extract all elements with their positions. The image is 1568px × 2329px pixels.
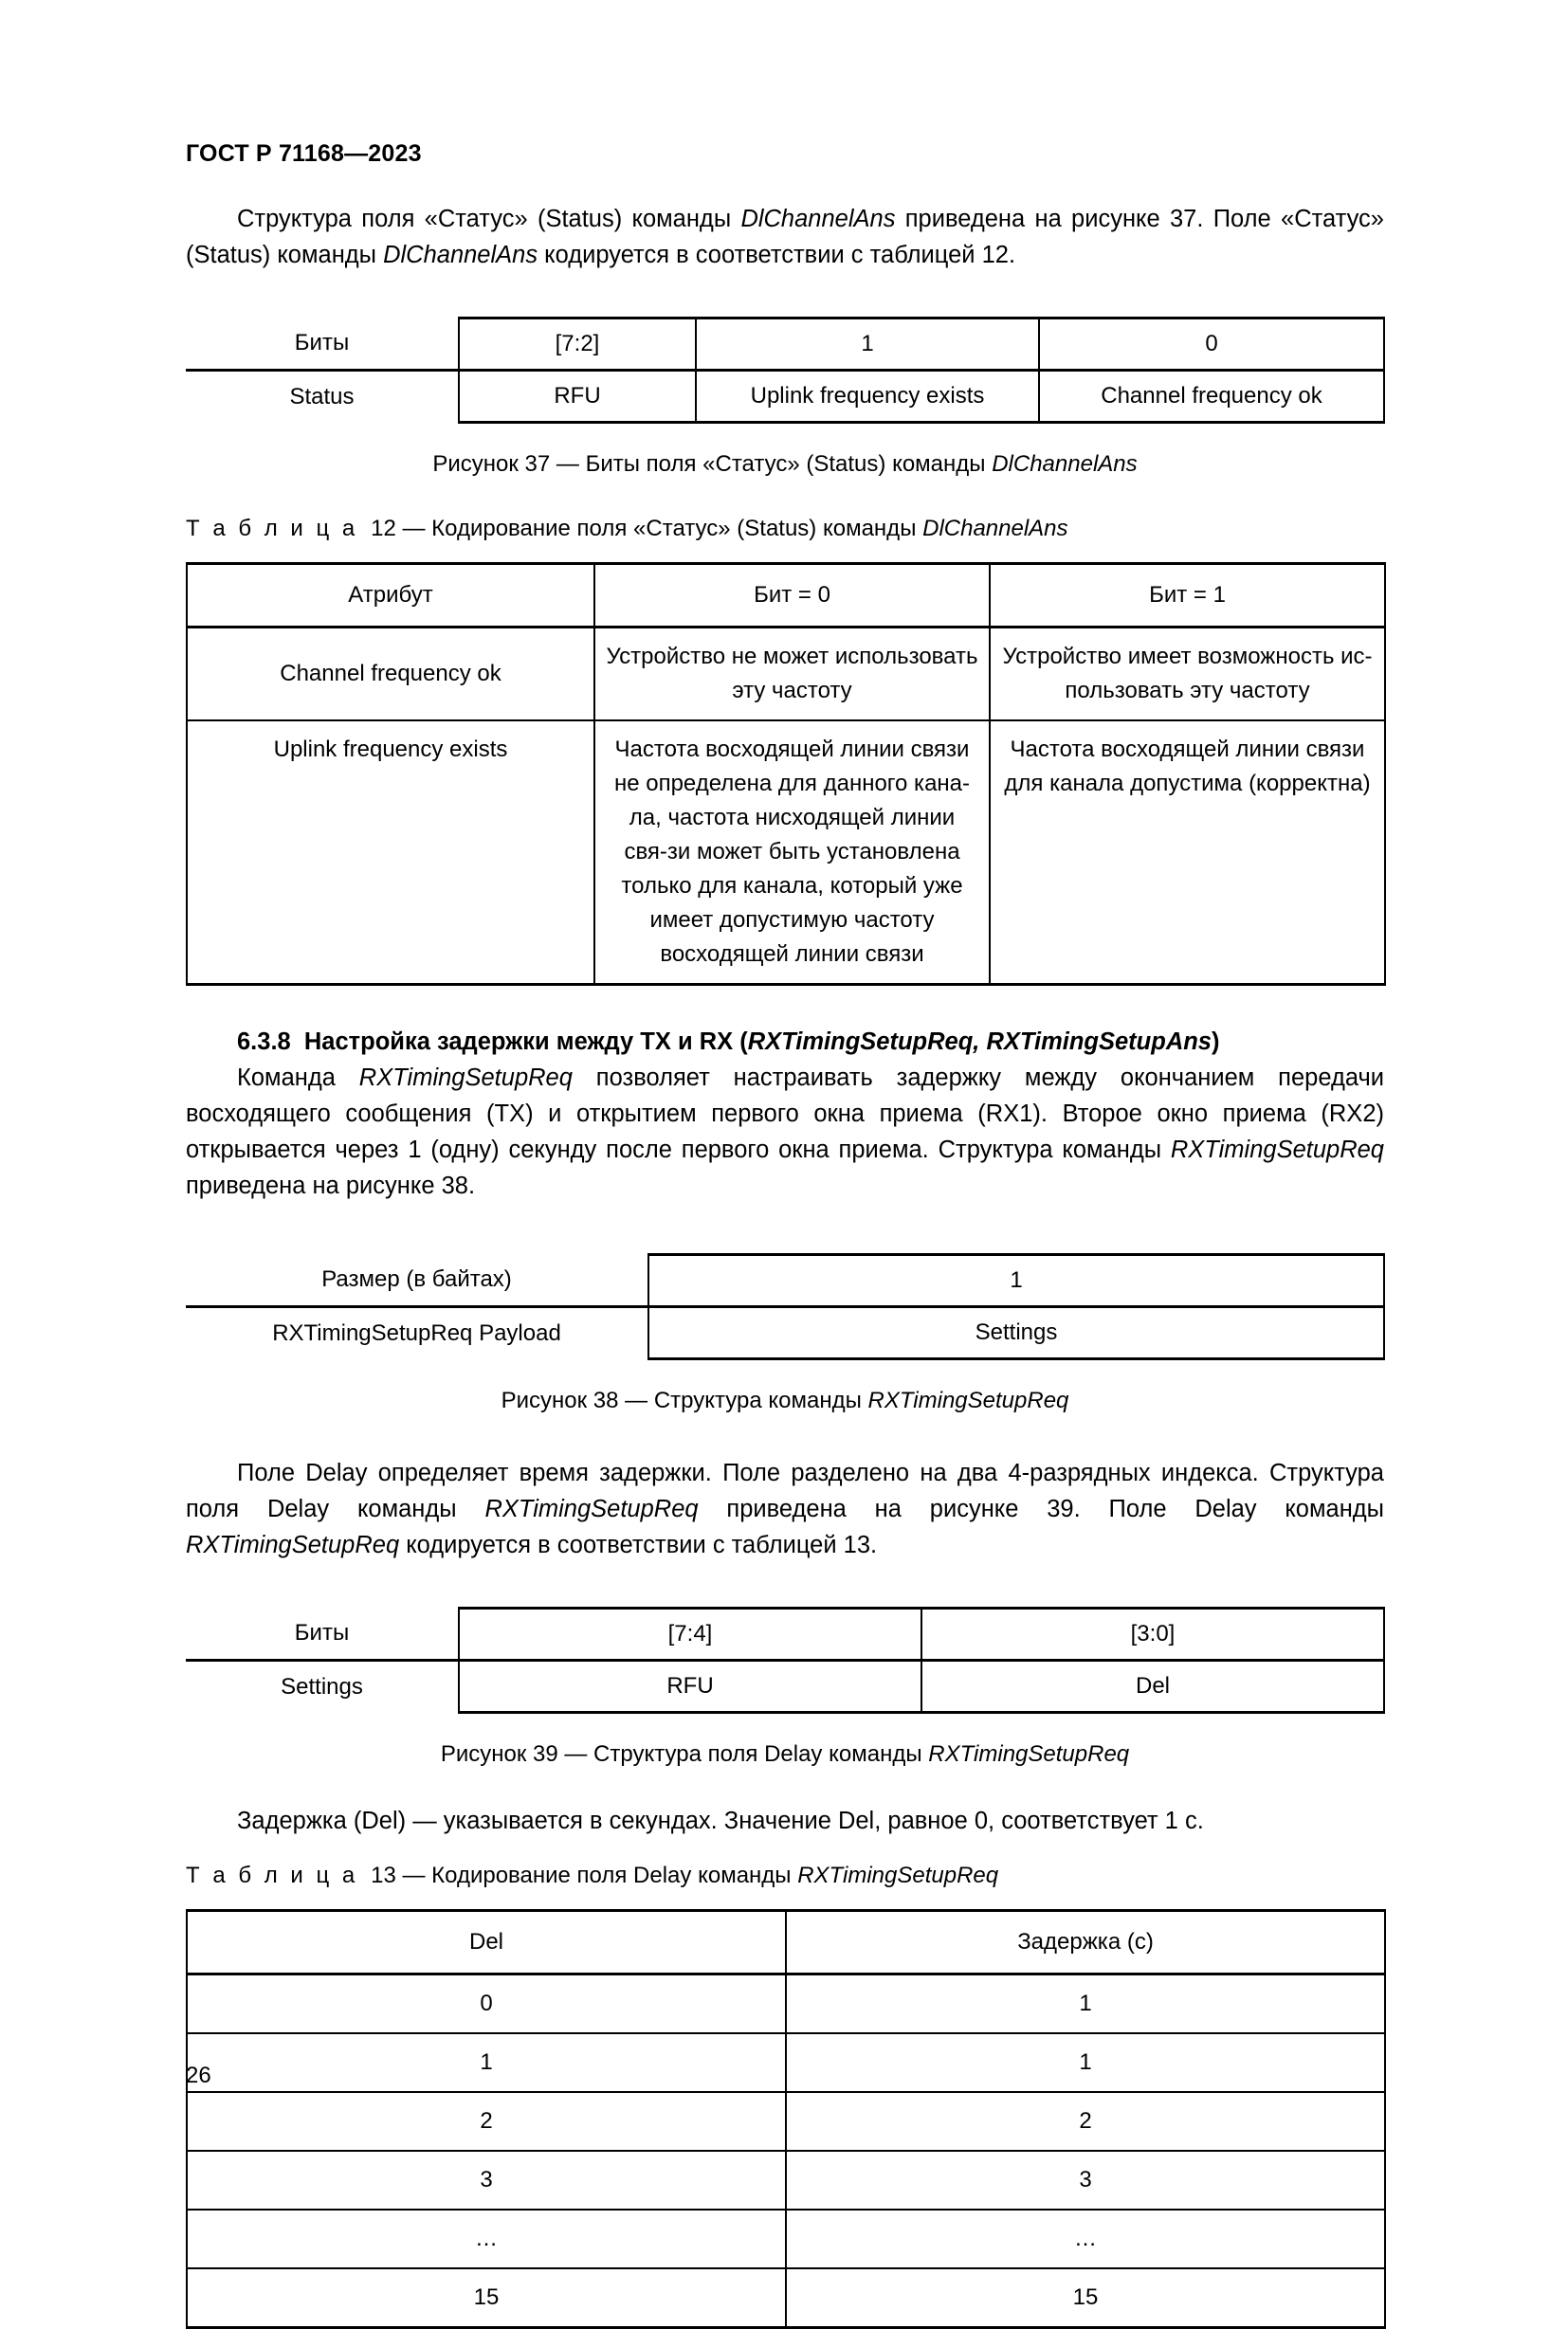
text-run: Настройка задержки между TX и RX ( (303, 1028, 748, 1055)
column-header: Бит = 0 (594, 564, 990, 628)
text-run: Рисунок 38 — Структура команды (501, 1388, 868, 1413)
del-cell-ellipsis: … (187, 2210, 786, 2268)
table-row (186, 371, 1384, 423)
size-cell: 1 (648, 1255, 1384, 1307)
delay-cell: 1 (786, 1974, 1385, 2034)
term-rxtimingsetupreq: RXTimingSetupReq (867, 1388, 1069, 1413)
term-dlchannelans: DlChannelAns (740, 206, 896, 232)
row-label: RXTimingSetupReq Payload (272, 1319, 561, 1346)
section-heading-6-3-8 (186, 1024, 1384, 1060)
text-run: — Кодирование поля Delay команды (395, 1863, 798, 1888)
row-label: Биты (186, 1609, 459, 1661)
term-rxtimingsetupreq: RXTimingSetupReq (797, 1863, 999, 1888)
table-13 (186, 1909, 1386, 2329)
field-cell: Uplink frequency exists (696, 371, 1039, 423)
text-run: Структура поля «Статус» (Status) команды (237, 206, 741, 232)
term-rxtimingsetupreq: RXTimingSetupReq (928, 1741, 1130, 1767)
table-row (187, 2210, 1385, 2268)
delay-cell-ellipsis: … (786, 2210, 1385, 2268)
del-cell: 15 (187, 2268, 786, 2328)
table-row (187, 2033, 1385, 2092)
term-rxtimingsetupreq: RXTimingSetupReq (1170, 1137, 1384, 1163)
del-cell: 0 (187, 1974, 786, 2034)
text-run (358, 1863, 371, 1888)
table-label: Т а б л и ц а (186, 516, 358, 541)
del-cell: 2 (187, 2092, 786, 2151)
paragraph-delay-field (186, 1455, 1384, 1563)
paragraph-intro-dlchannelans (186, 201, 1384, 273)
table-number: 13 (371, 1863, 396, 1888)
term-rxtimingsetupreq: RXTimingSetupReq (358, 1064, 573, 1091)
bit-range-cell: [3:0] (921, 1609, 1384, 1661)
text-run (358, 516, 371, 541)
table-row (187, 2268, 1385, 2328)
bit-range-cell: [7:2] (459, 318, 696, 371)
table-row (186, 318, 1384, 371)
page-content (186, 0, 1384, 2329)
term-dlchannelans: DlChannelAns (922, 516, 1068, 541)
bit0-cell: Частота восходящей линии связи не определена для данного кана-ла, частота нисходящей линии свя-зи может быть установлена только для канала, который уже имеет допустимую частоту восходящей линии связи (594, 720, 990, 985)
figure-39-bitfield-table (186, 1607, 1385, 1714)
table-row (186, 1661, 1384, 1713)
row-label: Settings (281, 1673, 363, 1700)
table-13-title (186, 1860, 1384, 1892)
text-run: — Кодирование поля «Статус» (Status) команды (395, 516, 923, 541)
paragraph-del-note: Задержка (Del) — указывается в секундах. Значение Del, равное 0, соответствует 1 с. (237, 1808, 1204, 1834)
field-cell: Del (921, 1661, 1384, 1713)
table-row (186, 1609, 1384, 1661)
delay-cell: 15 (786, 2268, 1385, 2328)
text-run: позволяет настраивать задержку между окончанием передачи восходящего сообщения (TX) и открытием первого окна приема (RX1). Второе окно приема (RX2) открывается через 1 (одну) секунду после первого окна приема. Структура команды (186, 1064, 1384, 1163)
row-label: Status (289, 383, 355, 409)
table-row (187, 2092, 1385, 2151)
bit-range-cell: [7:4] (459, 1609, 921, 1661)
table-header-row (187, 1911, 1385, 1974)
text-run: приведена на рисунке 39. Поле Delay команды (698, 1496, 1384, 1522)
text-run: кодируется в соответствии с таблицей 12. (538, 242, 1016, 268)
figure-38-structure-table (186, 1253, 1385, 1360)
del-cell: 1 (187, 2033, 786, 2092)
column-header: Задержка (с) (786, 1911, 1385, 1974)
column-header: Del (187, 1911, 786, 1974)
row-label: Биты (186, 318, 459, 371)
text-run (291, 1028, 304, 1055)
row-label: Размер (в байтах) (186, 1255, 648, 1307)
figure-37-bitfield-table (186, 317, 1385, 424)
table-row (187, 2151, 1385, 2210)
section-number: 6.3.8 (237, 1028, 291, 1055)
bit1-cell: Частота восходящей линии связи для канала допустима (корректна) (990, 720, 1385, 985)
table-12 (186, 562, 1386, 986)
table-row (186, 1255, 1384, 1307)
table-12-title (186, 513, 1384, 545)
table-row (186, 1307, 1384, 1359)
term-rxtimingsetupreq: RXTimingSetupReq (186, 1532, 400, 1558)
field-cell: Channel frequency ok (1039, 371, 1384, 423)
figure-37-caption (186, 448, 1384, 481)
text-run: ) (1212, 1028, 1220, 1055)
delay-cell: 2 (786, 2092, 1385, 2151)
attribute-cell: Channel frequency ok (187, 628, 594, 721)
figure-38-caption (186, 1385, 1384, 1417)
paragraph-rxtimingsetupreq (186, 1060, 1384, 1204)
text-run: кодируется в соответствии с таблицей 13. (399, 1532, 878, 1558)
table-row (187, 628, 1385, 721)
bit-index-cell: 0 (1039, 318, 1384, 371)
term-rxtimingsetupreq: RXTimingSetupReq (484, 1496, 699, 1522)
text-run: Команда (237, 1064, 359, 1091)
table-row (187, 1974, 1385, 2034)
page-header-standard-id: ГОСТ Р 71168—2023 (186, 140, 422, 167)
table-header-row (187, 564, 1385, 628)
table-label: Т а б л и ц а (186, 1863, 358, 1888)
term-dlchannelans: DlChannelAns (992, 451, 1138, 477)
term-dlchannelans: DlChannelAns (383, 242, 538, 268)
del-cell: 3 (187, 2151, 786, 2210)
field-cell: RFU (459, 1661, 921, 1713)
term-rxtimingsetup: RXTimingSetupReq, RXTimingSetupAns (747, 1028, 1212, 1055)
table-row (187, 720, 1385, 985)
text-run: Рисунок 37 — Биты поля «Статус» (Status) команды (432, 451, 993, 477)
payload-cell: Settings (648, 1307, 1384, 1359)
field-cell: RFU (459, 371, 696, 423)
delay-cell: 1 (786, 2033, 1385, 2092)
text-run: приведена на рисунке 37. Поле «Статус» (Status) команды (186, 206, 1384, 268)
bit-index-cell: 1 (696, 318, 1039, 371)
bit0-cell: Устройство не может использовать эту частоту (594, 628, 990, 721)
text-run: приведена на рисунке 38. (186, 1173, 476, 1199)
text-run: Рисунок 39 — Структура поля Delay команды (440, 1741, 929, 1767)
column-header: Бит = 1 (990, 564, 1385, 628)
column-header: Атрибут (187, 564, 594, 628)
bit1-cell: Устройство имеет возможность ис-пользовать эту частоту (990, 628, 1385, 721)
table-number: 12 (371, 516, 396, 541)
figure-39-caption (186, 1738, 1384, 1771)
attribute-cell: Uplink frequency exists (187, 720, 594, 985)
page-number: 26 (186, 2063, 211, 2088)
delay-cell: 3 (786, 2151, 1385, 2210)
text-run: Поле Delay определяет время задержки. Поле разделено на два 4-разрядных индекса. Структура поля Delay команды (186, 1460, 1384, 1522)
